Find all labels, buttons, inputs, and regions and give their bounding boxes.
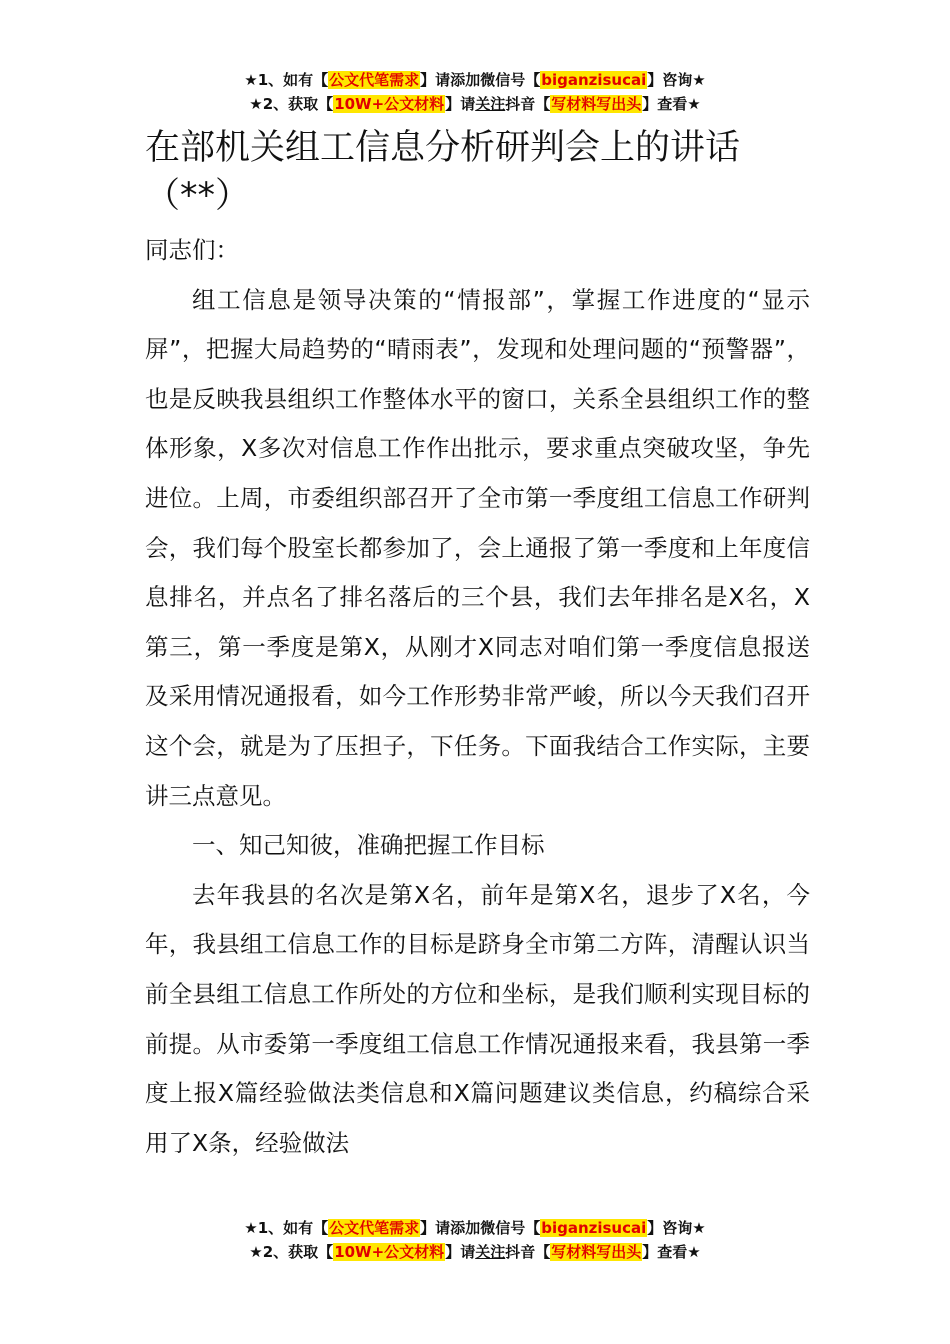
promo-highlight: 10W+公文材料	[334, 1243, 445, 1261]
douyin-account-highlight: 写材料写出头	[551, 95, 642, 113]
promo-highlight: 10W+公文材料	[334, 95, 445, 113]
document-body	[145, 226, 810, 1168]
promo-line-1: ★1、如有【公文代笔需求】请添加微信号【biganzisucai】咨询★	[244, 1219, 706, 1237]
promo-line-2: ★2、获取【10W+公文材料】请关注抖音【写材料写出头】查看★	[249, 95, 701, 113]
footer-promo-banner	[0, 1216, 950, 1264]
section-heading: 一、知己知彼，准确把握工作目标	[192, 831, 545, 860]
wechat-id-highlight: biganzisucai	[541, 71, 647, 89]
promo-line-1: ★1、如有【公文代笔需求】请添加微信号【biganzisucai】咨询★	[244, 71, 706, 89]
promo-highlight: 公文代笔需求	[329, 71, 420, 89]
wechat-id-highlight: biganzisucai	[541, 1219, 647, 1237]
salutation: 同志们：	[145, 236, 239, 264]
body-paragraph: 去年我县的名次是第X名，前年是第X名，退步了X名，今年，我县组工信息工作的目标是跻身全市第二方阵，清醒认识当前全县组工信息工作所处的方位和坐标，是我们顺利实现目标的前提。从市委第一季度组工信息工作情况通报来看，我县第一季度上报X篇经验做法类信息和X篇问题建议类信息，约稿综合采用了X条，经验做法	[145, 880, 810, 1157]
promo-highlight: 公文代笔需求	[329, 1219, 420, 1237]
document-title	[145, 124, 810, 220]
follow-link[interactable]: 关注	[475, 95, 506, 113]
promo-line-2: ★2、获取【10W+公文材料】请关注抖音【写材料写出头】查看★	[249, 1243, 701, 1261]
follow-link[interactable]: 关注	[475, 1243, 506, 1261]
body-paragraph: 组工信息是领导决策的“情报部”，掌握工作进度的“显示屏”，把握大局趋势的“晴雨表”，发现和处理问题的“预警器”，也是反映我县组织工作整体水平的窗口，关系全县组织工作的整体形象，X多次对信息工作作出批示，要求重点突破攻坚，争先进位。上周，市委组织部召开了全市第一季度组工信息工作研判会，我们每个股室长都参加了，会上通报了第一季度和上年度信息排名，并点名了排名落后的三个县，我们去年排名是X名，X第三，第一季度是第X，从刚才X同志对咱们第一季度信息报送及采用情况通报看，如今工作形势非常严峻，所以今天我们召开这个会，就是为了压担子，下任务。下面我结合工作实际，主要讲三点意见。	[145, 285, 810, 810]
douyin-account-highlight: 写材料写出头	[551, 1243, 642, 1261]
title-suffix: （**）	[145, 176, 251, 216]
title-main: 在部机关组工信息分析研判会上的讲话	[145, 128, 741, 168]
header-promo-banner	[0, 68, 950, 116]
